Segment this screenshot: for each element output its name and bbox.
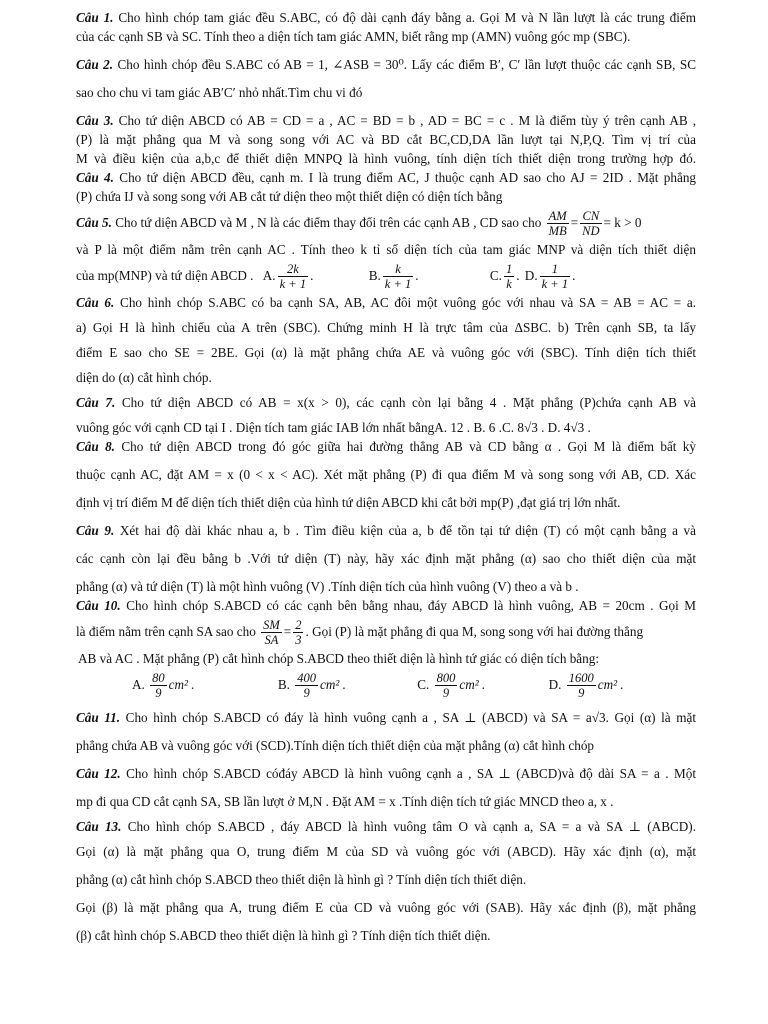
q13-label: Câu 13. [76,819,122,834]
q5-option-d: D. $\frac{1}{k + 1}$ . [524,262,576,292]
q9-text-1: Xét hai độ dài khác nhau a, b . Tìm điều kiện của a, b để tồn tại tứ diện (T) có một cạnh bằng a và [119,523,696,538]
q10-frac-sm-sa: $\frac{SM}{SA}$ [263,618,280,648]
q5-option-c: C. $\frac{1}{k}$ . [489,262,520,292]
q8-line-3: định vị trí điểm M để diện tích thiết diện của hình tứ diện ABCD khi cắt bởi mp(P) ,đạt giá trị lớn nhất. [76,495,621,510]
q5-text-1b: = k > 0 [603,215,642,230]
q10-option-b: B. $\frac{400}{9}$ cm² . [277,671,346,701]
q13-line-4: Gọi (β) là mặt phẳng qua A, trung điểm E của CD và vuông góc với (SAB). Hãy xác định (β), mặt phẳng [76,900,696,915]
q12-label: Câu 12. [76,766,121,781]
q2-line-1 [76,55,696,74]
q10-option-d: D. $\frac{1600}{9}$ cm² . [548,671,624,701]
q9-label: Câu 9. [76,523,115,538]
q7-line-1 [76,393,696,412]
q3-text-1: Cho tứ diện ABCD có AB = CD = a , AC = BD = b , AD = BC = c . M là điểm tùy ý trên cạnh AB , [118,113,696,128]
q10-line-3: AB và AC . Mặt phẳng (P) cắt hình chóp S.ABCD theo thiết diện là hình tứ giác có diện tích bằng: [78,651,600,666]
q13-line-2: Gọi (α) là mặt phẳng qua O, trung điểm M của SD và vuông góc với (ABCD). Hãy xác định (α), mặt [76,844,696,859]
q10-text-1: Cho hình chóp S.ABCD có các cạnh bên bằng nhau, đáy ABCD là hình vuông, AB = 20cm . Gọi M [126,598,696,613]
q1-line-2: của các cạnh SB và SC. Tính theo a diện tích tam giác AMN, biết rằng mp (AMN) vuông góc mp (SBC). [76,29,631,44]
q9-line-3: phẳng (α) và tứ diện (T) là một hình vuông (V) .Tính diện tích của hình vuông (V) theo a và b . [76,579,579,594]
q5-option-b: B. $\frac{k}{k + 1}$ . [368,262,419,292]
q1-label: Câu 1. [76,10,114,25]
q10-line-1 [76,596,696,615]
q5-text-3: của mp(MNP) và tứ diện ABCD . [76,268,254,283]
q1-line-1 [76,8,696,27]
q6-label: Câu 6. [76,295,115,310]
q4-line-2: (P) chứa IJ và song song với AB cắt tứ diện theo một thiết diện có diện tích bằng [76,189,503,204]
q3-line-1 [76,111,696,130]
q8-line-2: thuộc cạnh AC, đặt AM = x (0 < x < AC). Xét mặt phẳng (P) đi qua điểm M và song song với AB, CD. Xác [76,467,696,482]
q13-line-3: phẳng (α) cắt hình chóp S.ABCD theo thiết diện là hình gì ? Tính diện tích thiết diện. [76,872,527,887]
q11-text-1: Cho hình chóp S.ABCD có đáy là hình vuông cạnh a , SA ⊥ (ABCD) và SA = a√3. Gọi (α) là mặt [125,710,696,725]
q6-text-1: Cho hình chóp S.ABC có ba cạnh SA, AB, AC đôi một vuông góc với nhau và SA = AB = AC = a. [120,295,696,310]
q10-option-c: C. $\frac{800}{9}$ cm² . [417,671,486,701]
q8-line-1 [76,437,696,456]
q7-text-1: Cho tứ diện ABCD có AB = x(x > 0), các cạnh còn lại bằng 4 . Mặt phẳng (P)chứa cạnh AB và [121,395,696,410]
q11-line-1 [76,708,696,727]
q10-frac-two-thirds: $\frac{2}{3}$ [295,618,302,648]
q5-line-1: Câu 5. Cho tứ diện ABCD và M , N là các điểm thay đổi trên các cạnh AB , CD sao cho $\frac{AM}{MB}$ = $\frac{CN}{ND}$ = k > 0 [76,209,642,239]
q6-line-4: diện do (α) cắt hình chóp. [76,370,212,385]
q10-option-a: A. $\frac{80}{9}$ cm² . [132,671,195,701]
q6-line-3: điểm E sao cho SE = 2BE. Gọi (α) là mặt phẳng chứa AE và vuông góc với (SBC). Tính diện tích thiết [76,345,696,360]
q12-text-1: Cho hình chóp S.ABCD cóđáy ABCD là hình vuông cạnh a , SA ⊥ (ABCD)và độ dài SA = a . Một [126,766,696,781]
q2-line-2: sao cho chu vi tam giác AB′C′ nhỏ nhất.Tìm chu vi đó [76,85,363,100]
q5-line-2: và P là một điểm nằm trên cạnh AC . Tính theo k tỉ số diện tích của tam giác MNP và diện tích thiết diện [76,242,696,257]
q2-label: Câu 2. [76,57,114,72]
q2-text-1: Cho hình chóp đều S.ABC có AB = 1, ∠ASB = 30⁰. Lấy các điểm B′, C′ lần lượt thuộc các cạnh SB, SC [117,57,696,72]
q9-line-1 [76,521,696,540]
q3-label: Câu 3. [76,113,114,128]
q5-text-1a: Cho tứ diện ABCD và M , N là các điểm thay đổi trên các cạnh AB , CD sao cho [115,215,542,230]
q4-label: Câu 4. [76,170,114,185]
q5-frac-am-mb: $\frac{AM}{MB}$ [548,209,567,239]
q13-line-5: (β) cắt hình chóp S.ABCD theo thiết diện là hình gì ? Tính diện tích thiết diện. [76,928,491,943]
q6-line-2: a) Gọi H là hình chiếu của A trên (SBC). Chứng minh H là trực tâm của ΔSBC. b) Trên cạnh SB, ta lấy [76,320,696,335]
q4-text-1: Cho tứ diện ABCD đều, cạnh m. I là trung điểm AC, J thuộc cạnh AD sao cho AJ = 2ID . Mặt phẳng [119,170,696,185]
q9-line-2: các cạnh còn lại đều bằng b .Với tứ diện (T) này, hãy xác định mặt phẳng (α) sao cho thiết diện của mặt [76,551,696,566]
q10-text-2a: là điểm nằm trên cạnh SA sao cho [76,624,256,639]
q3-line-2: (P) là mặt phẳng qua M và song song với AC và BD cắt BC,CD,DA lần lượt tại N,P,Q. Tìm vị trí của [76,132,696,147]
q5-option-a: A. $\frac{2k}{k + 1}$ . [262,262,314,292]
q11-line-2: phẳng chứa AB và vuông góc với (SCD).Tính diện tích thiết diện của mặt phẳng (α) cắt hình chóp [76,738,595,753]
q5-frac-cn-nd: $\frac{CN}{ND}$ [582,209,600,239]
q8-text-1: Cho tứ diện ABCD trong đó góc giữa hai đường thẳng AB và CD bằng α . Gọi M là điểm bất kỳ [121,439,696,454]
q12-line-2: mp đi qua CD cắt cạnh SA, SB lần lượt ở M,N . Đặt AM = x .Tính diện tích tứ giác MNCD theo a, x . [76,794,614,809]
q5-line-3 [76,259,696,293]
q10-text-2b: . Gọi (P) là mặt phẳng đi qua M, song song với hai đường thẳng [305,624,644,639]
q13-line-1 [76,817,696,836]
q10-options [76,668,696,702]
q5-label: Câu 5. [76,215,112,230]
q10-line-2: là điểm nằm trên cạnh SA sao cho $\frac{SM}{SA}$ = $\frac{2}{3}$ . Gọi (P) là mặt phẳng đi qua M, song song với hai đường thẳng [76,618,644,648]
q4-line-1 [76,168,696,187]
q7-label: Câu 7. [76,395,116,410]
q10-label: Câu 10. [76,598,121,613]
q1-text-1: Cho hình chóp tam giác đều S.ABC, có độ dài cạnh đáy bằng a. Gọi M và N lần lượt là các trung điểm [118,10,696,25]
q12-line-1 [76,764,696,783]
q11-label: Câu 11. [76,710,121,725]
q6-line-1 [76,293,696,312]
q3-line-3: M và điều kiện của a,b,c để thiết diện MNPQ là hình vuông, tính diện tích thiết diện trong trường hợp đó. [76,151,696,166]
q7-line-2: vuông góc với cạnh CD tại I . Diện tích tam giác IAB lớn nhất bằngA. 12 . B. 6 .C. 8√3 . D. 4√3 . [76,420,591,435]
q8-label: Câu 8. [76,439,115,454]
q13-text-1: Cho hình chóp S.ABCD , đáy ABCD là hình vuông tâm O và cạnh a, SA = a và SA ⊥ (ABCD). [127,819,696,834]
